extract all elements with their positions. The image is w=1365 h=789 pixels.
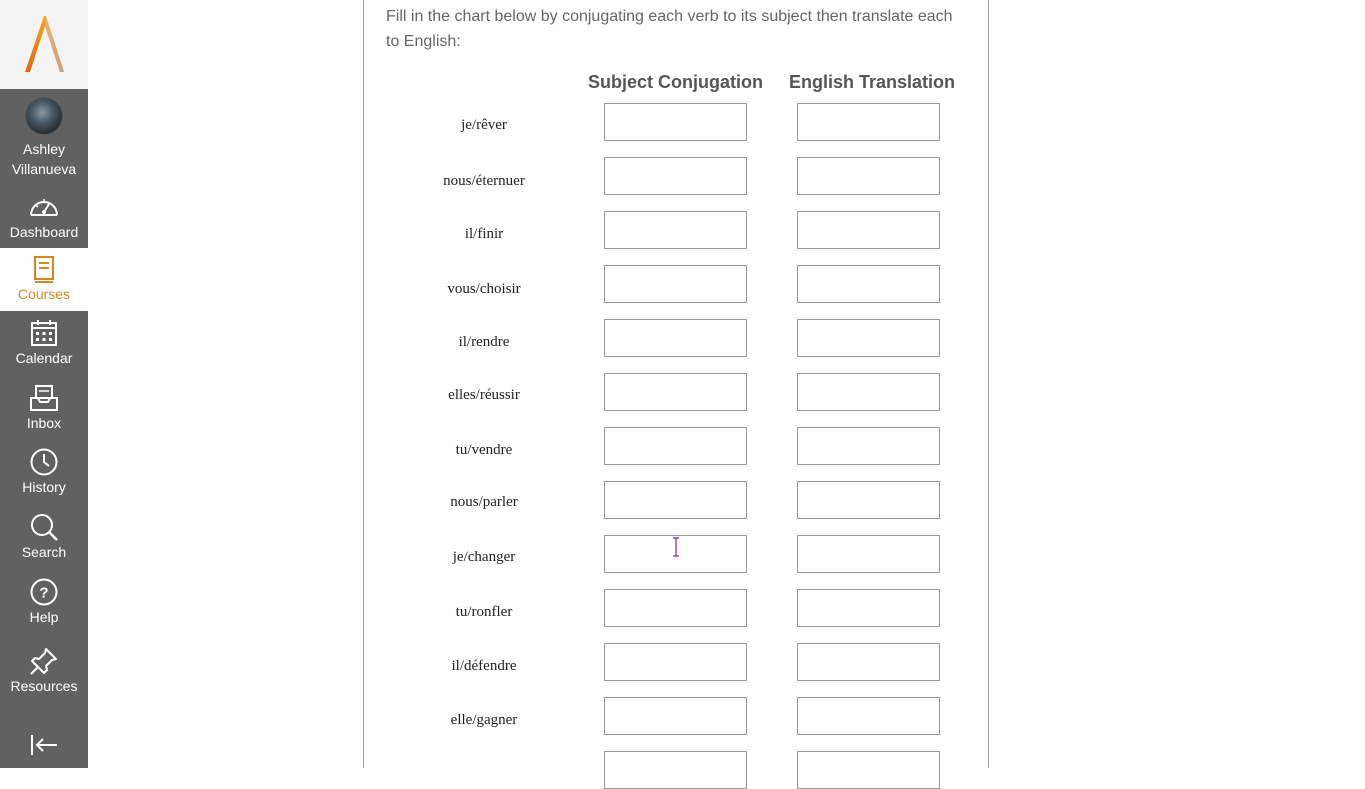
verb-label: je/changer	[452, 549, 516, 565]
assignment-content	[363, 0, 989, 768]
calendar-icon	[30, 318, 58, 348]
conjugation-input[interactable]	[604, 373, 747, 411]
translation-input[interactable]	[797, 103, 940, 141]
sidebar-item-inbox[interactable]	[0, 383, 88, 433]
text-cursor-icon	[672, 537, 680, 557]
collapse-arrow-icon	[29, 730, 59, 760]
search-icon	[29, 512, 59, 542]
sidebar-item-label: Search	[21, 544, 67, 560]
sidebar-item-history[interactable]	[0, 447, 88, 497]
courses-icon	[30, 254, 58, 284]
logo-a-icon	[16, 12, 72, 78]
sidebar-item-dashboard[interactable]	[0, 192, 88, 242]
verb-label: elles/réussir	[448, 387, 520, 403]
verb-label: je/rêver	[461, 117, 507, 133]
sidebar-item-calendar[interactable]	[0, 318, 88, 368]
translation-input[interactable]	[797, 589, 940, 627]
conjugation-input[interactable]	[604, 157, 747, 195]
conjugation-input[interactable]	[604, 319, 747, 357]
translation-input[interactable]	[797, 157, 940, 195]
sidebar-item-label: Dashboard	[9, 224, 79, 240]
translation-input[interactable]	[797, 481, 940, 519]
collapse-nav-button[interactable]	[0, 730, 88, 760]
translation-input[interactable]	[797, 319, 940, 357]
sidebar-item-label: Resources	[10, 678, 78, 694]
translation-input[interactable]	[797, 535, 940, 573]
conjugation-input[interactable]	[604, 643, 747, 681]
help-icon	[29, 577, 59, 607]
conjugation-input[interactable]	[604, 211, 747, 249]
sidebar-item-courses[interactable]	[0, 248, 88, 311]
translation-input[interactable]	[797, 427, 940, 465]
conjugation-input[interactable]	[604, 751, 747, 789]
institution-logo[interactable]	[0, 0, 88, 89]
verb-label: il/rendre	[458, 334, 510, 350]
verb-label: il/finir	[464, 226, 504, 242]
account-name: Ashley Villanueva	[11, 141, 77, 177]
translation-input[interactable]	[797, 697, 940, 735]
conjugation-input[interactable]	[604, 481, 747, 519]
conjugation-input[interactable]	[604, 697, 747, 735]
sidebar-item-help[interactable]	[0, 577, 88, 627]
translation-input[interactable]	[797, 211, 940, 249]
sidebar-item-search[interactable]	[0, 512, 88, 562]
sidebar-item-label: Calendar	[15, 350, 73, 366]
column-header-conjugation: Subject Conjugation	[588, 72, 763, 92]
sidebar-item-account[interactable]	[0, 97, 88, 179]
verb-label: elle/gagner	[450, 712, 518, 728]
resources-icon	[29, 646, 59, 676]
translation-input[interactable]	[797, 265, 940, 303]
sidebar-item-label: Courses	[17, 286, 71, 302]
verb-label: vous/choisir	[447, 281, 521, 297]
avatar	[25, 97, 63, 135]
sidebar-item-label: Help	[29, 609, 59, 625]
conjugation-input[interactable]	[604, 103, 747, 141]
conjugation-input[interactable]	[604, 589, 747, 627]
translation-input[interactable]	[797, 373, 940, 411]
conjugation-input[interactable]	[604, 265, 747, 303]
verb-label: nous/parler	[450, 494, 518, 510]
translation-input[interactable]	[797, 751, 940, 789]
verb-label: tu/ronfler	[455, 604, 513, 620]
verb-label: tu/vendre	[455, 442, 513, 458]
instructions-text: Fill in the chart below by conjugating each verb to its subject then translate each to English:	[386, 8, 953, 50]
dashboard-icon	[28, 192, 60, 222]
sidebar-item-label: History	[22, 479, 66, 495]
column-header-translation: English Translation	[789, 72, 956, 92]
translation-input[interactable]	[797, 643, 940, 681]
history-icon	[29, 447, 59, 477]
verb-label: il/défendre	[451, 658, 517, 674]
inbox-icon	[29, 383, 59, 413]
global-nav-sidebar	[0, 0, 88, 768]
sidebar-item-resources[interactable]	[0, 646, 88, 696]
svg-text:?: ?	[39, 584, 49, 602]
conjugation-input[interactable]	[604, 427, 747, 465]
verb-label: nous/éternuer	[443, 173, 525, 189]
sidebar-item-label: Inbox	[26, 415, 62, 431]
